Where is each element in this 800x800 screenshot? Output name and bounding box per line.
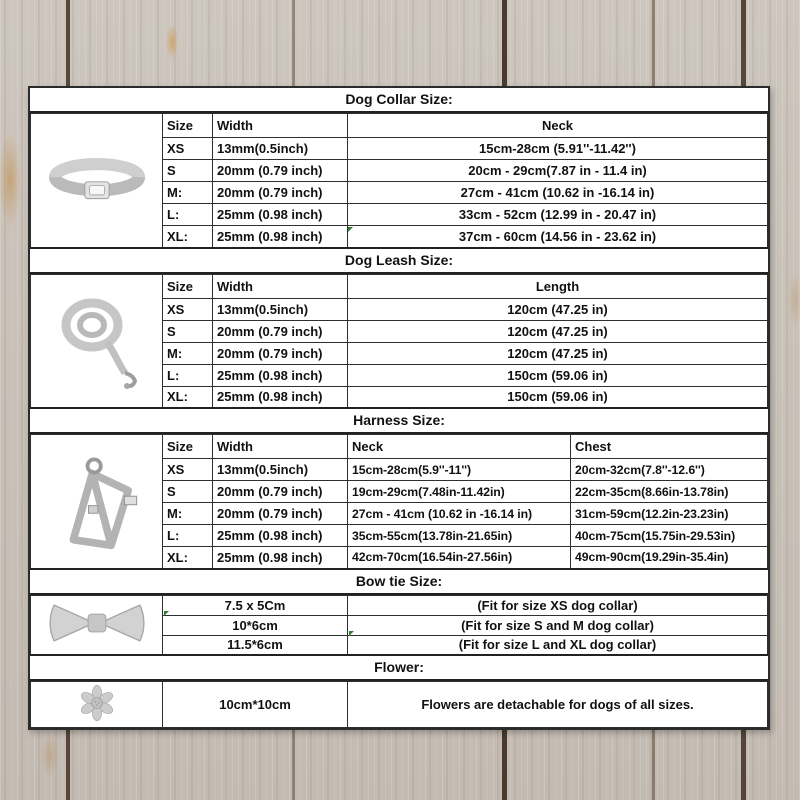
table-row <box>31 682 768 728</box>
flower-icon <box>76 682 118 724</box>
width-cell: 13mm(0.5inch) <box>213 138 348 160</box>
neck-cell: 42cm-70cm(16.54in-27.56in) <box>348 547 571 569</box>
column-header-size: Size <box>163 435 213 459</box>
width-cell: 13mm(0.5inch) <box>213 298 348 320</box>
bow-tie-size-cell: 7.5 x 5Cm <box>163 595 348 615</box>
bow-tie-icon <box>47 599 147 647</box>
chest-cell: 31cm-59cm(12.2in-23.23in) <box>571 503 768 525</box>
size-cell: L: <box>163 204 213 226</box>
column-header-width: Width <box>213 435 348 459</box>
neck-cell: 33cm - 52cm (12.99 in - 20.47 in) <box>348 204 768 226</box>
flower-size-table <box>30 681 768 728</box>
bow-tie-size-cell: 10*6cm <box>163 615 348 635</box>
neck-cell: 35cm-55cm(13.78in-21.65in) <box>348 525 571 547</box>
length-cell: 120cm (47.25 in) <box>348 298 768 320</box>
size-cell: M: <box>163 503 213 525</box>
size-cell: XL: <box>163 547 213 569</box>
bow-tie-image <box>31 595 163 655</box>
dog-collar-image <box>31 114 163 248</box>
column-header-chest: Chest <box>571 435 768 459</box>
size-cell: S <box>163 320 213 342</box>
chest-cell: 49cm-90cm(19.29in-35.4in) <box>571 547 768 569</box>
size-cell: XS <box>163 138 213 160</box>
neck-cell: 15cm-28cm(5.9''-11'') <box>348 459 571 481</box>
width-cell: 25mm (0.98 inch) <box>213 525 348 547</box>
size-cell: S <box>163 481 213 503</box>
column-header-size: Size <box>163 114 213 138</box>
size-chart-card <box>28 86 770 730</box>
table-header-row <box>31 274 768 298</box>
width-cell: 13mm(0.5inch) <box>213 459 348 481</box>
width-cell: 25mm (0.98 inch) <box>213 547 348 569</box>
bow-tie-size-cell: 11.5*6cm <box>163 635 348 655</box>
chest-cell: 20cm-32cm(7.8''-12.6'') <box>571 459 768 481</box>
dog-leash-image <box>31 274 163 408</box>
flower-size-cell: 10cm*10cm <box>163 682 348 728</box>
bow-tie-size-table <box>30 595 768 657</box>
width-cell: 20mm (0.79 inch) <box>213 182 348 204</box>
column-header-neck: Neck <box>348 435 571 459</box>
section-title-bow-tie: Bow tie Size: <box>30 570 768 595</box>
size-cell: XL: <box>163 386 213 408</box>
width-cell: 25mm (0.98 inch) <box>213 204 348 226</box>
width-cell: 20mm (0.79 inch) <box>213 342 348 364</box>
bow-tie-fit-cell: (Fit for size S and M dog collar) <box>348 615 768 635</box>
neck-cell: 20cm - 29cm(7.87 in - 11.4 in) <box>348 160 768 182</box>
size-cell: XS <box>163 298 213 320</box>
width-cell: 20mm (0.79 inch) <box>213 160 348 182</box>
section-title-flower: Flower: <box>30 656 768 681</box>
cell-corner-marker <box>349 631 354 636</box>
width-cell: 25mm (0.98 inch) <box>213 386 348 408</box>
flower-note-cell: Flowers are detachable for dogs of all sizes. <box>348 682 768 728</box>
dog-collar-size-table <box>30 113 768 249</box>
chest-cell: 22cm-35cm(8.66in-13.78in) <box>571 481 768 503</box>
column-header-size: Size <box>163 274 213 298</box>
cell-corner-marker <box>164 611 169 616</box>
dog-leash-icon <box>47 287 147 391</box>
table-row <box>31 595 768 615</box>
dog-harness-image <box>31 435 163 569</box>
section-title-harness: Harness Size: <box>30 409 768 434</box>
dog-harness-icon <box>45 447 149 553</box>
length-cell: 120cm (47.25 in) <box>348 320 768 342</box>
dog-collar-icon <box>41 148 153 210</box>
length-cell: 150cm (59.06 in) <box>348 364 768 386</box>
length-cell: 150cm (59.06 in) <box>348 386 768 408</box>
size-cell: L: <box>163 525 213 547</box>
neck-cell: 27cm - 41cm (10.62 in -16.14 in) <box>348 182 768 204</box>
width-cell: 20mm (0.79 inch) <box>213 481 348 503</box>
flower-image <box>31 682 163 728</box>
chest-cell: 40cm-75cm(15.75in-29.53in) <box>571 525 768 547</box>
width-cell: 25mm (0.98 inch) <box>213 226 348 248</box>
neck-cell: 27cm - 41cm (10.62 in -16.14 in) <box>348 503 571 525</box>
cell-corner-marker <box>348 227 353 232</box>
size-cell: XL: <box>163 226 213 248</box>
column-header-width: Width <box>213 114 348 138</box>
column-header-width: Width <box>213 274 348 298</box>
length-cell: 120cm (47.25 in) <box>348 342 768 364</box>
neck-cell: 37cm - 60cm (14.56 in - 23.62 in) <box>348 226 768 248</box>
bow-tie-fit-cell: (Fit for size L and XL dog collar) <box>348 635 768 655</box>
size-cell: M: <box>163 182 213 204</box>
table-header-row <box>31 114 768 138</box>
column-header-neck: Neck <box>348 114 768 138</box>
section-title-dog-leash: Dog Leash Size: <box>30 249 768 274</box>
size-cell: L: <box>163 364 213 386</box>
dog-leash-size-table <box>30 274 768 410</box>
width-cell: 20mm (0.79 inch) <box>213 503 348 525</box>
size-cell: XS <box>163 459 213 481</box>
harness-size-table <box>30 434 768 570</box>
neck-cell: 19cm-29cm(7.48in-11.42in) <box>348 481 571 503</box>
size-cell: M: <box>163 342 213 364</box>
neck-cell: 15cm-28cm (5.91''-11.42'') <box>348 138 768 160</box>
width-cell: 25mm (0.98 inch) <box>213 364 348 386</box>
size-cell: S <box>163 160 213 182</box>
column-header-length: Length <box>348 274 768 298</box>
section-title-dog-collar: Dog Collar Size: <box>30 88 768 113</box>
width-cell: 20mm (0.79 inch) <box>213 320 348 342</box>
bow-tie-fit-cell: (Fit for size XS dog collar) <box>348 595 768 615</box>
table-header-row <box>31 435 768 459</box>
